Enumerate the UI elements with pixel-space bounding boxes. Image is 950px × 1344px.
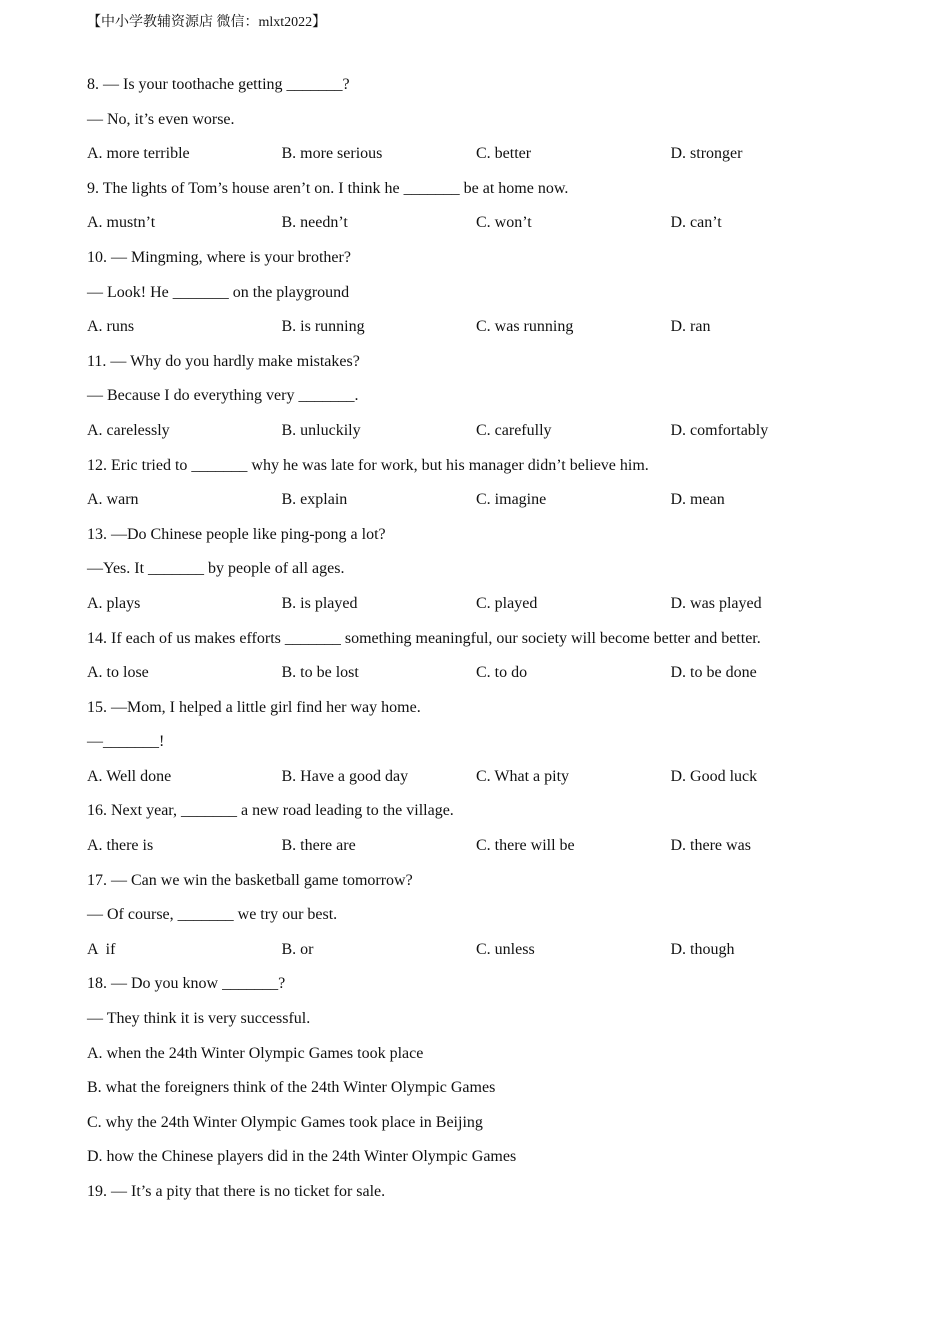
- question-block: [87, 72, 887, 176]
- answer-option: B. needn’t: [281, 214, 348, 232]
- answer-option: B. is running: [281, 318, 365, 336]
- question-block: [87, 453, 887, 522]
- question-line: — Because I do everything very _______.: [87, 387, 359, 405]
- answer-option: A. more terrible: [87, 145, 190, 163]
- question-list: [87, 72, 887, 1214]
- answer-option: A. mustn’t: [87, 214, 156, 232]
- question-line: B. what the foreigners think of the 24th Winter Olympic Games: [87, 1079, 496, 1097]
- answer-option: D. ran: [670, 318, 711, 336]
- question-block: [87, 349, 887, 453]
- options-row: [87, 660, 887, 695]
- answer-option: A. warn: [87, 491, 139, 509]
- question-stem: 16. Next year, _______ a new road leading to the village.: [87, 802, 454, 820]
- page-header: 【中小学教辅资源店 微信：mlxt2022】: [87, 15, 327, 30]
- answer-option: D. comfortably: [670, 421, 769, 439]
- question-stem: 14. If each of us makes efforts _______ something meaningful, our society will become better and better.: [87, 629, 761, 647]
- question-block: [87, 522, 887, 626]
- question-stem: 8. — Is your toothache getting _______?: [87, 76, 350, 93]
- question-block: [87, 798, 887, 867]
- answer-option: B. there are: [281, 837, 356, 855]
- answer-option: D. can’t: [670, 214, 722, 232]
- options-row: [87, 418, 887, 453]
- answer-option: A if: [87, 940, 116, 958]
- question-line: D. how the Chinese players did in the 24th Winter Olympic Games: [87, 1148, 517, 1166]
- answer-option: B. is played: [281, 594, 358, 612]
- question-line: — Look! He _______ on the playground: [87, 283, 350, 301]
- answer-option: A. Well done: [87, 767, 172, 785]
- question-block: [87, 176, 887, 245]
- options-row: [87, 314, 887, 349]
- question-block: [87, 695, 887, 799]
- question-line: —_______!: [87, 733, 165, 751]
- options-row: [87, 487, 887, 522]
- answer-option: A. plays: [87, 594, 141, 612]
- options-row: [87, 141, 887, 176]
- answer-option: C. better: [476, 145, 532, 163]
- answer-option: C. played: [476, 594, 538, 612]
- options-row: [87, 764, 887, 799]
- answer-option: B. unluckily: [281, 421, 361, 439]
- answer-option: C. imagine: [476, 491, 547, 509]
- answer-option: B. more serious: [281, 145, 383, 163]
- answer-option: B. Have a good day: [281, 767, 409, 785]
- answer-option: A. to lose: [87, 664, 149, 682]
- answer-option: C. was running: [476, 318, 574, 336]
- answer-option: A. runs: [87, 318, 135, 336]
- answer-option: C. won’t: [476, 214, 532, 232]
- answer-option: D. though: [670, 940, 735, 958]
- question-line: C. why the 24th Winter Olympic Games took place in Beijing: [87, 1113, 483, 1131]
- question-line: — Of course, _______ we try our best.: [87, 906, 338, 924]
- question-stem: 12. Eric tried to _______ why he was late for work, but his manager didn’t believe him.: [87, 456, 649, 474]
- answer-option: A. there is: [87, 837, 154, 855]
- question-block: [87, 868, 887, 972]
- question-stem: 11. — Why do you hardly make mistakes?: [87, 352, 360, 370]
- question-line: — No, it’s even worse.: [87, 110, 235, 128]
- question-line: — They think it is very successful.: [87, 1010, 311, 1028]
- question-stem: 10. — Mingming, where is your brother?: [87, 248, 351, 266]
- options-row: [87, 833, 887, 868]
- answer-option: C. carefully: [476, 421, 552, 439]
- question-stem: 17. — Can we win the basketball game tomorrow?: [87, 871, 413, 889]
- options-row: [87, 210, 887, 245]
- question-block: [87, 1179, 887, 1214]
- answer-option: B. to be lost: [281, 664, 359, 682]
- question-stem: 19. — It’s a pity that there is no ticket for sale.: [87, 1183, 386, 1200]
- question-line: —Yes. It _______ by people of all ages.: [87, 560, 345, 578]
- question-block: [87, 971, 887, 1179]
- answer-option: C. there will be: [476, 837, 575, 855]
- options-row: [87, 591, 887, 626]
- answer-option: D. was played: [670, 594, 762, 612]
- answer-option: C. What a pity: [476, 767, 570, 785]
- answer-option: A. carelessly: [87, 421, 170, 439]
- question-block: [87, 626, 887, 695]
- question-stem: 18. — Do you know _______?: [87, 975, 286, 993]
- answer-option: C. unless: [476, 940, 535, 958]
- question-stem: 9. The lights of Tom’s house aren’t on. I think he _______ be at home now.: [87, 179, 569, 197]
- answer-option: B. explain: [281, 491, 348, 509]
- answer-option: D. mean: [670, 491, 725, 509]
- options-row: [87, 937, 887, 972]
- answer-option: D. Good luck: [670, 767, 758, 785]
- answer-option: B. or: [281, 940, 314, 958]
- answer-option: D. stronger: [670, 145, 743, 163]
- answer-option: D. there was: [670, 837, 751, 855]
- answer-option: C. to do: [476, 664, 528, 682]
- question-stem: 13. —Do Chinese people like ping-pong a lot?: [87, 525, 386, 543]
- question-block: [87, 245, 887, 349]
- question-line: A. when the 24th Winter Olympic Games took place: [87, 1044, 424, 1062]
- question-stem: 15. —Mom, I helped a little girl find her way home.: [87, 698, 421, 716]
- answer-option: D. to be done: [670, 664, 757, 682]
